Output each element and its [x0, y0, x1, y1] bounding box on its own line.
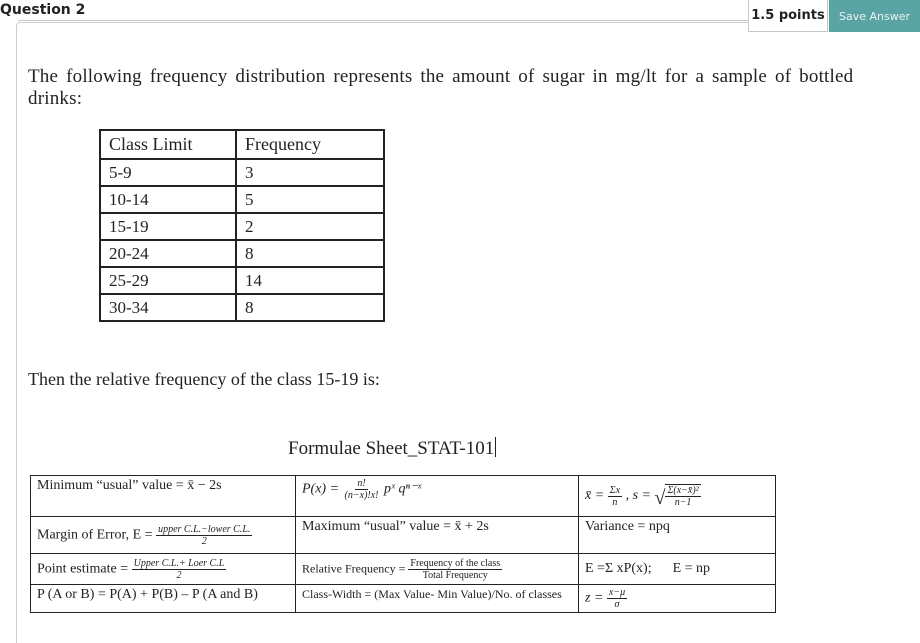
table-cell: 5-9	[100, 159, 236, 186]
table-row	[100, 213, 384, 240]
mean-fraction	[608, 485, 622, 508]
points-badge: 1.5 points	[748, 0, 828, 32]
mean-num: Σx	[609, 484, 621, 496]
addition-rule-cell	[31, 585, 296, 613]
table-row	[100, 267, 384, 294]
point-estimate-cell	[31, 554, 296, 585]
table-cell: 15-19	[100, 213, 236, 240]
expectation-2: E = np	[672, 561, 711, 576]
min-usual-text: Minimum “usual” value = x̄ − 2s	[37, 478, 222, 493]
formula-row	[31, 517, 776, 554]
table-header-row	[100, 130, 384, 159]
table-cell: 30-34	[100, 294, 236, 321]
z-score-cell	[579, 585, 776, 613]
relfreq-num: Frequency of the class	[410, 557, 501, 569]
formula-sheet-title	[288, 437, 496, 460]
z-fraction	[607, 587, 627, 610]
relfreq-den: Total Frequency	[422, 569, 488, 581]
table-row	[100, 159, 384, 186]
z-den: σ	[614, 599, 620, 610]
formula-table	[30, 475, 776, 613]
formula-row	[31, 476, 776, 517]
binomial-lhs: P(x) =	[302, 481, 340, 497]
class-width-cell	[296, 585, 579, 613]
point-num: Upper C.L.+ Loer C.L	[133, 557, 225, 569]
formula-row	[31, 554, 776, 585]
binomial-fraction	[343, 478, 381, 501]
z-lhs: z =	[585, 590, 604, 606]
question-prompt: Then the relative frequency of the class 15-19 is:	[28, 369, 380, 389]
addition-rule-text: P (A or B) = P(A) + P(B) – P (A and B)	[37, 587, 258, 602]
margin-den: 2	[201, 535, 207, 547]
table-row	[100, 186, 384, 213]
table-cell: 3	[236, 159, 384, 186]
table-cell: 5	[236, 186, 384, 213]
binomial-cell	[296, 476, 579, 517]
table-row	[100, 294, 384, 321]
table-header-cell: Class Limit	[100, 130, 236, 159]
relfreq-lhs: Relative Frequency =	[302, 560, 406, 575]
header-divider	[18, 20, 748, 21]
margin-lhs: Margin of Error, E =	[37, 527, 153, 543]
point-lhs: Point estimate =	[37, 561, 129, 577]
sd-num: Σ(x−x̄)²	[667, 485, 699, 496]
expectation-cell	[579, 554, 776, 585]
relfreq-fraction	[408, 558, 502, 581]
save-answer-button[interactable]: Save Answer	[829, 0, 920, 32]
table-row	[100, 240, 384, 267]
point-den: 2	[176, 569, 182, 581]
margin-num: upper C.L.−lower C.L.	[158, 523, 251, 535]
table-cell: 2	[236, 213, 384, 240]
question-text: The following frequency distribution represents the amount of sugar in mg/lt for a sample of bottled drinks:	[28, 66, 854, 109]
sd-lhs: , s =	[625, 488, 651, 504]
sqrt-symbol: √ $\frac{\text{Σ(x−x̄)²}}{n-1}$	[654, 485, 699, 509]
mean-sd-cell	[579, 476, 776, 517]
variance-cell	[579, 517, 776, 554]
sd-den: n−1	[674, 497, 692, 508]
binomial-rhs: pˣ qⁿ⁻ˣ	[384, 481, 422, 497]
table-cell: 8	[236, 240, 384, 267]
relative-frequency-cell	[296, 554, 579, 585]
table-cell: 14	[236, 267, 384, 294]
table-cell: 8	[236, 294, 384, 321]
binomial-den: (n−x)!x!	[344, 490, 379, 501]
mean-den: n	[612, 496, 618, 508]
variance-text: Variance = npq	[585, 519, 670, 534]
table-cell: 25-29	[100, 267, 236, 294]
mean-lhs: x̄ =	[585, 488, 605, 504]
frequency-table	[99, 129, 385, 322]
max-usual-text: Maximum “usual” value = x̄ + 2s	[302, 519, 489, 534]
question-title: Question 2	[0, 2, 86, 18]
max-usual-cell	[296, 517, 579, 554]
expectation-1: E =Σ xP(x);	[585, 561, 652, 576]
sd-fraction	[665, 485, 700, 508]
formula-row	[31, 585, 776, 613]
table-cell: 10-14	[100, 186, 236, 213]
z-num: x−μ	[608, 587, 626, 598]
table-cell: 20-24	[100, 240, 236, 267]
point-fraction	[132, 558, 227, 581]
margin-fraction	[156, 524, 252, 547]
binomial-num: n!	[357, 478, 366, 489]
table-header-cell: Frequency	[236, 130, 384, 159]
margin-cell	[31, 517, 296, 554]
text-cursor	[495, 437, 496, 457]
class-width-text: Class-Width = (Max Value- Min Value)/No. of classes	[302, 587, 562, 601]
min-usual-cell	[31, 476, 296, 517]
formula-title-text: Formulae Sheet_STAT-101	[288, 438, 495, 459]
